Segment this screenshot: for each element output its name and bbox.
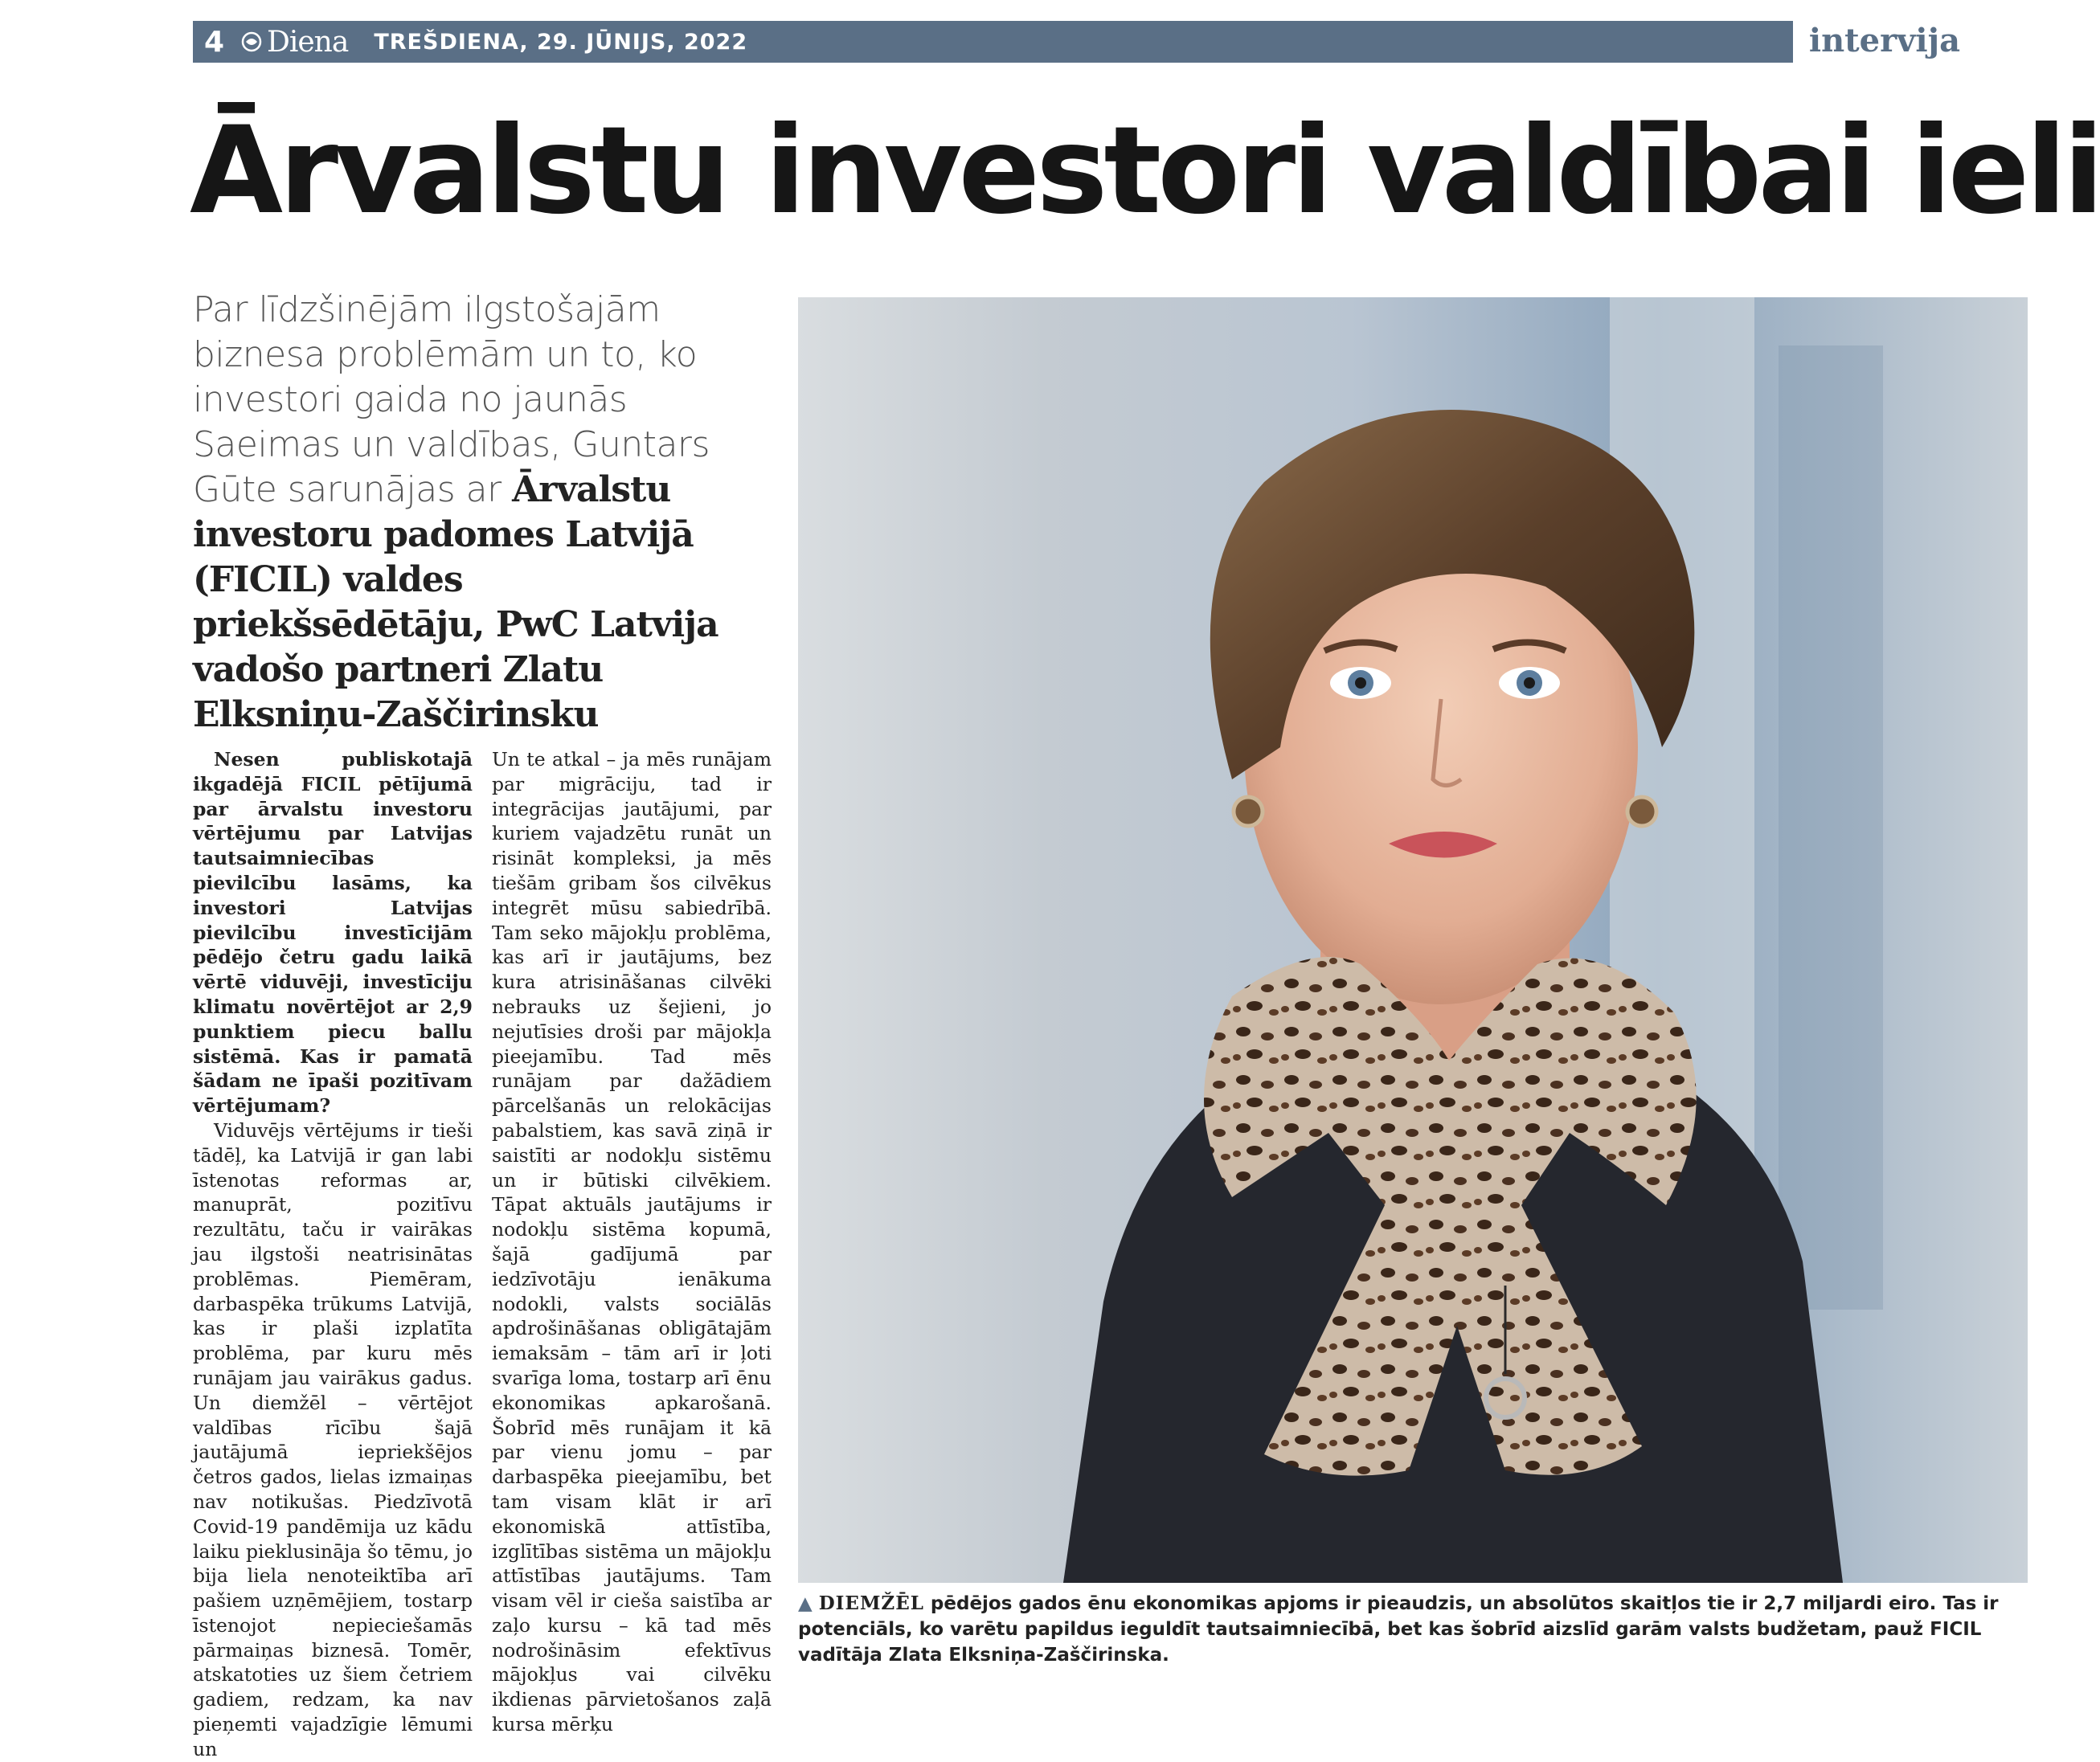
interview-question: Nesen publiskotajā ikgadējā FICIL pētījumā par ārvalstu investoru vērtējumu par Latvijas tautsaimniecības pievilcību lasāms, ka investori Latvijas pievilcību investīcijām pēdējo četru gadu laikā vērtē viduvēji, investīciju klimatu novērtējot ar 2,9 punktiem piecu ballu sistēmā. Kas ir pamatā šādam ne īpaši pozitīvam vērtējumam? [193,748,473,1118]
section-label: intervija [1793,21,1973,63]
page-header-bar [193,21,1973,63]
diena-logo-icon [241,31,262,52]
lead-paragraph [193,288,755,738]
issue-date: TREŠDIENA, 29. JŪNIJS, 2022 [374,29,748,55]
photo-caption [798,1591,2028,1668]
interview-answer-continued: Un te atkal – ja mēs runājam par migrāciju, tad ir integrācijas jautājumi, par kuriem vajadzētu runāt un risināt kompleksi, ja mēs tiešām gribam šos cilvēkus integrēt mūsu sabiedrībā. Tam seko mājokļu problēma, kas arī ir jautājums, bez kura atrisināšanas cilvēki nebrauks uz šejieni, jo nejutīsies droši par mājokļa pieejamību. Tad mēs runājam par dažādiem pārcelšanās un relokācijas pabalstiem, kas savā ziņā ir saistīti ar nodokļu sistēmu un ir būtiski cilvēkiem. Tāpat aktuāls jautājums ir nodokļu sistēma kopumā, šajā gadījumā par iedzīvotāju ienākuma nodokli, valsts sociālās apdrošināšanas obligātajām iemaksām – tām arī ir ļoti svarīga loma, tostarp arī ēnu ekonomikas apkarošanā. Šobrīd mēs runājam it kā par vienu jomu – par darbaspēka pieejamību, bet tam visam klāt ir arī ekonomiskā attīstība, izglītības sistēma un mājokļu attīstības jautājums. Tam visam vēl ir cieša saistība ar zaļo kursu – kā tad mēs nodrošināsim efektīvus mājokļus vai cilvēku ikdienas pārvietošanos zaļā kursa mērķu [492,748,772,1736]
caption-text: pēdējos gados ēnu ekonomikas apjoms ir pieaudzis, un absolūtos skaitļos tie ir 2,7 miljardi eiro. Tas ir potenciāls, ko varētu papildus ieguldīt tautsaimniecībā, bet kas šobrīd aizslīd garām valsts budžetam, pauž FICIL vadītāja Zlata Elksniņa-Zaščirinska. [798,1593,1999,1666]
portrait-photo [798,297,2028,1583]
headline: Ārvalstu investori valdībai ieli [190,101,2100,241]
brand-name: Diena [267,25,349,59]
page-number: 4 [204,25,225,59]
caption-lead: DIEMŽĒL [818,1592,924,1614]
caption-marker-icon: ▲ [798,1593,813,1614]
lead-bold: Ārvalstu investoru padomes Latvijā (FICIL) valdes priekšsēdētāju, PwC Latvija vadošo partneri Zlatu Elksniņu-Zaščirinsku [193,469,718,735]
text-column-1 [193,747,473,1760]
text-column-2 [492,747,772,1736]
interview-answer: Viduvējs vērtējums ir tieši tādēļ, ka Latvijā ir gan labi īstenotas reformas ar, manuprāt, pozitīvu rezultātu, taču ir vairākas jau ilgstoši neatrisinātas problēmas. Piemēram, darbaspēka trūkums Latvijā, kas ir plaši izplatīta problēma, par kuru mēs runājam jau vairākus gadus. Un diemžēl – vērtējot valdības rīcību šajā jautājumā iepriekšējos četros gados, lielas izmaiņas nav notikušas. Piedzīvotā Covid-19 pandēmija uz kādu laiku pieklusināja šo tēmu, jo bija liela nenoteiktība arī pašiem uzņēmējiem, tostarp īstenojot nepieciešamās pārmaiņas biznesā. Tomēr, atskatoties uz šiem četriem gadiem, redzam, ka nav pieņemti vajadzīgie lēmumi un [193,1118,473,1760]
lead-intro: Par līdzšinējām ilgstošajām biznesa problēmām un to, ko investori gaida no jaunās Saeimas un valdības, Guntars Gūte sarunājas ar [193,289,710,510]
